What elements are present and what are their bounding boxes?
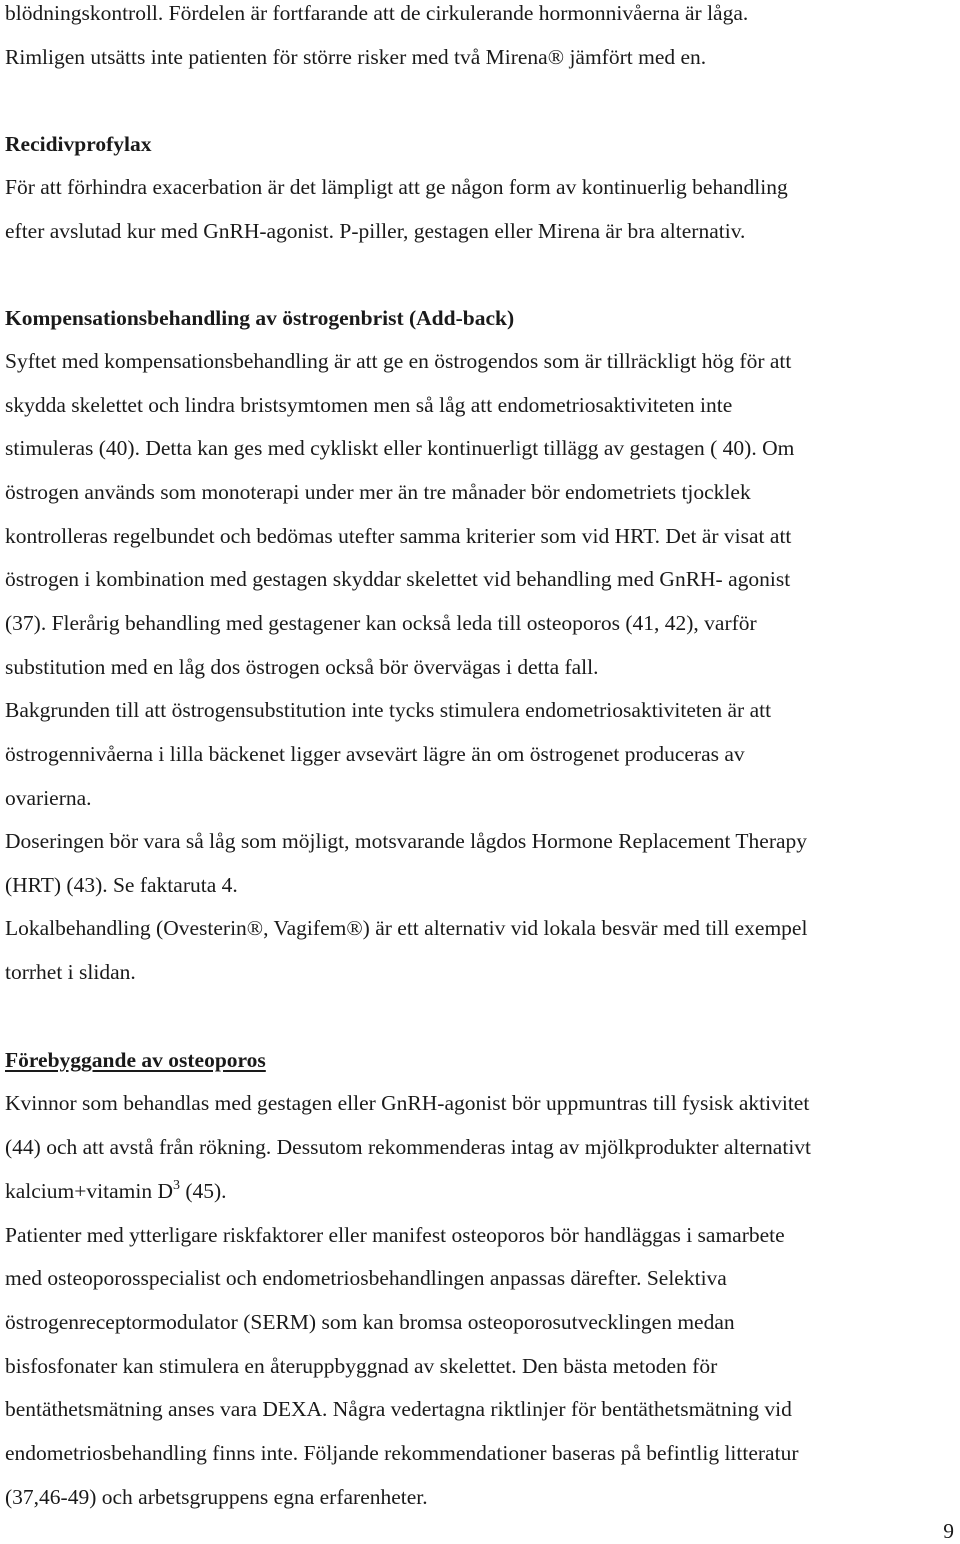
addback-line-13: (HRT) (43). Se faktaruta 4. [5,873,238,897]
addback-line-12: Doseringen bör vara så låg som möjligt, motsvarande lågdos Hormone Replacement Therapy [5,829,808,853]
osteo-line-3-text: kalcium+vitamin D [5,1179,173,1203]
recidiv-heading: Recidivprofylax [5,132,152,156]
intro-line-2: Rimligen utsätts inte patienten för större risker med två Mirena® jämfört med en. [5,45,707,69]
addback-line-14: Lokalbehandling (Ovesterin®, Vagifem®) är ett alternativ vid lokala besvär med till exempel [5,916,808,940]
addback-line-11: ovarierna. [5,786,92,810]
osteo-line-5: med osteoporosspecialist och endometriosbehandlingen anpassas därefter. Selektiva [5,1266,727,1290]
addback-line-7: (37). Flerårig behandling med gestagener kan också leda till osteoporos (41, 42), varför [5,611,757,635]
osteo-line-9: endometriosbehandling finns inte. Följande rekommendationer baseras på befintlig litteratur [5,1441,799,1465]
osteo-line-1: Kvinnor som behandlas med gestagen eller GnRH-agonist bör uppmuntras till fysisk aktivitet [5,1091,810,1115]
addback-line-5: kontrolleras regelbundet och bedömas utefter samma kriterier som vid HRT. Det är visat att [5,524,792,548]
addback-line-3: stimuleras (40). Detta kan ges med cykliskt eller kontinuerligt tillägg av gestagen ( 40). Om [5,436,795,460]
intro-line-1: blödningskontroll. Fördelen är fortfarande att de cirkulerande hormonnivåerna är låga. [5,1,749,25]
osteo-line-2: (44) och att avstå från rökning. Dessutom rekommenderas intag av mjölkprodukter alternativt [5,1135,812,1159]
superscript-3: 3 [172,1178,180,1193]
addback-line-9: Bakgrunden till att östrogensubstitution inte tycks stimulera endometriosaktiviteten är att [5,698,772,722]
osteo-line-7: bisfosfonater kan stimulera en återuppbyggnad av skelettet. Den bästa metoden för [5,1354,718,1378]
osteo-line-3-ref: (45). [179,1179,227,1203]
addback-line-4: östrogen används som monoterapi under mer än tre månader bör endometriets tjocklek [5,480,751,504]
osteo-line-6: östrogenreceptormodulator (SERM) som kan bromsa osteoporosutvecklingen medan [5,1310,735,1334]
osteo-line-8: bentäthetsmätning anses vara DEXA. Några vedertagna riktlinjer för bentäthetsmätning vid [5,1397,792,1421]
addback-line-6: östrogen i kombination med gestagen skyddar skelettet vid behandling med GnRH- agonist [5,567,791,591]
recidiv-line-2: efter avslutad kur med GnRH-agonist. P-piller, gestagen eller Mirena är bra alternativ. [5,219,746,243]
addback-heading: Kompensationsbehandling av östrogenbrist (Add-back) [5,306,515,330]
addback-line-1: Syftet med kompensationsbehandling är att ge en östrogendos som är tillräckligt hög för att [5,349,792,373]
osteo-line-10: (37,46-49) och arbetsgruppens egna erfarenheter. [5,1485,428,1509]
addback-line-10: östrogennivåerna i lilla bäckenet ligger avsevärt lägre än om östrogenet produceras av [5,742,745,766]
addback-line-15: torrhet i slidan. [5,960,136,984]
addback-line-8: substitution med en låg dos östrogen också bör övervägas i detta fall. [5,655,599,679]
osteo-line-3 [5,1178,227,1204]
osteo-heading: Förebyggande av osteoporos [5,1048,266,1072]
page-number: 9 [943,1519,954,1543]
addback-line-2: skydda skelettet och lindra bristsymtomen men så låg att endometriosaktiviteten inte [5,393,733,417]
recidiv-line-1: För att förhindra exacerbation är det lämpligt att ge någon form av kontinuerlig behandling [5,175,788,199]
osteo-line-4: Patienter med ytterligare riskfaktorer eller manifest osteoporos bör handläggas i samarbete [5,1223,785,1247]
